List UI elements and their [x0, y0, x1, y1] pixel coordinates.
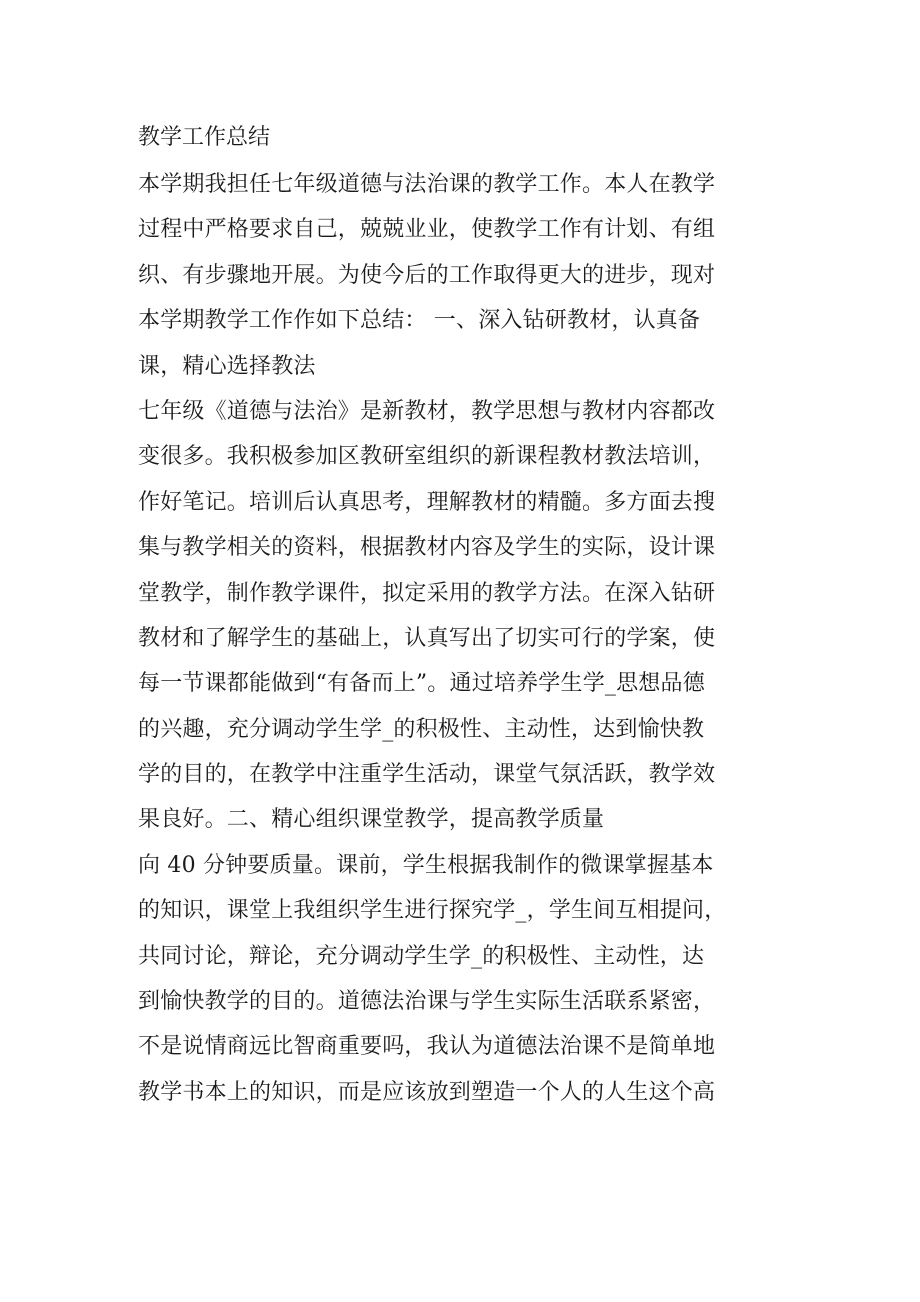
- text-line: 过程中严格要求自己，兢兢业业，使教学工作有计划、有组: [138, 217, 716, 243]
- document-title: 教学工作总结: [138, 125, 271, 150]
- text-line: 向 40 分钟要质量。课前，学生根据我制作的微课掌握基本: [138, 852, 714, 878]
- text-line: 不是说情商远比智商重要吗，我认为道德法治课不是简单地: [138, 1034, 716, 1060]
- text-line: 课，精心选择教法: [138, 353, 316, 379]
- text-line: 的兴趣，充分调动学生学_的积极性、主动性，达到愉快教: [138, 716, 705, 742]
- text-line: 变很多。我积极参加区教研室组织的新课程教材教法培训，: [138, 444, 716, 470]
- text-line: 学的目的，在教学中注重学生活动，课堂气氛活跃，教学效: [138, 762, 716, 788]
- text-line: 每一节课都能做到“有备而上”。通过培养学生学_思想品德: [138, 671, 705, 697]
- text-line: 共同讨论，辩论，充分调动学生学_的积极性、主动性，达: [138, 943, 705, 969]
- text-line: 教学书本上的知识，而是应该放到塑造一个人的人生这个高: [138, 1079, 716, 1105]
- text-line: 本学期我担任七年级道德与法治课的教学工作。本人在教学: [138, 172, 716, 197]
- text-line: 到愉快教学的目的。道德法治课与学生实际生活联系紧密，: [138, 989, 716, 1015]
- text-line: 集与教学相关的资料，根据教材内容及学生的实际，设计课: [138, 535, 716, 561]
- text-line: 作好笔记。培训后认真思考，理解教材的精髓。多方面去搜: [138, 489, 716, 515]
- text-line: 果良好。二、精心组织课堂教学，提高教学质量: [138, 807, 605, 833]
- document-body: [138, 162, 818, 1115]
- text-line: 本学期教学工作作如下总结： 一、深入钻研教材，认真备: [138, 308, 701, 334]
- text-line: 教材和了解学生的基础上，认真写出了切实可行的学案，使: [138, 625, 716, 651]
- text-line: 织、有步骤地开展。为使今后的工作取得更大的进步，现对: [138, 262, 716, 288]
- text-line: 的知识，课堂上我组织学生进行探究学_，学生间互相提问，: [138, 898, 727, 924]
- text-line: 堂教学，制作教学课件，拟定采用的教学方法。在深入钻研: [138, 580, 716, 606]
- text-line: 七年级《道德与法治》是新教材，教学思想与教材内容都改: [138, 398, 716, 424]
